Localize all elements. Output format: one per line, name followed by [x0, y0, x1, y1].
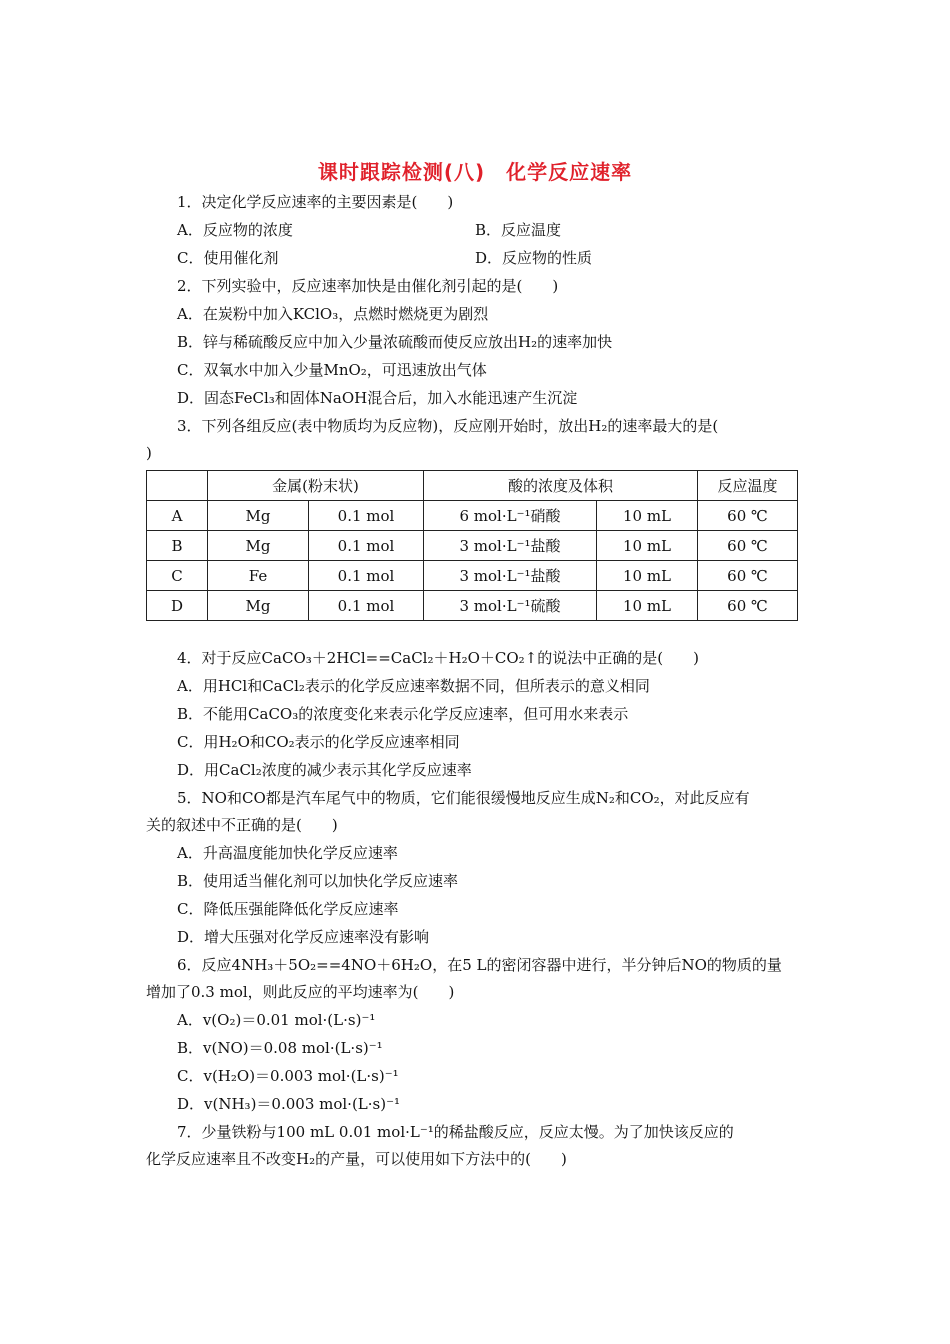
question-6-stem: 6．反应4NH₃＋5O₂==4NO＋6H₂O，在5 L的密闭容器中进行，半分钟后NO的物质的量 — [177, 956, 782, 974]
page-title: 课时跟踪检测(八) 化学反应速率 — [317, 160, 633, 184]
question-4-stem: 4．对于反应CaCO₃＋2HCl==CaCl₂＋H₂O＋CO₂↑的说法中正确的是( ) — [177, 649, 699, 667]
table-cell: Mg — [208, 531, 309, 561]
table-cell: 60 ℃ — [698, 501, 798, 531]
question-1-stem: 1．决定化学反应速率的主要因素是( ) — [177, 193, 454, 211]
question-3-stem-continued: ) — [146, 444, 152, 462]
table-row — [147, 531, 798, 561]
table-header-metal: 金属(粉末状) — [208, 471, 424, 501]
table-cell: 10 mL — [597, 591, 698, 621]
question-7-stem-continued: 化学反应速率且不改变H₂的产量，可以使用如下方法中的( ) — [146, 1150, 567, 1168]
question-4-option-c: C．用H₂O和CO₂表示的化学反应速率相同 — [177, 733, 460, 751]
question-1-option-a: A．反应物的浓度 — [177, 221, 293, 239]
table-cell: 0.1 mol — [309, 531, 424, 561]
table-cell: 60 ℃ — [698, 561, 798, 591]
question-5-option-a: A．升高温度能加快化学反应速率 — [177, 844, 398, 862]
table-cell: B — [147, 531, 208, 561]
table-cell: 3 mol·L⁻¹盐酸 — [424, 561, 597, 591]
table-cell: A — [147, 501, 208, 531]
question-6-option-b: B．v(NO)＝0.08 mol·(L·s)⁻¹ — [177, 1039, 383, 1057]
question-1-option-d: D．反应物的性质 — [475, 249, 593, 267]
table-cell: 10 mL — [597, 561, 698, 591]
question-2-option-a: A．在炭粉中加入KClO₃，点燃时燃烧更为剧烈 — [177, 305, 489, 323]
reaction-table — [146, 470, 798, 621]
table-row — [147, 561, 798, 591]
question-2-option-d: D．固态FeCl₃和固体NaOH混合后，加入水能迅速产生沉淀 — [177, 389, 578, 407]
question-6-option-a: A．v(O₂)＝0.01 mol·(L·s)⁻¹ — [177, 1011, 376, 1029]
table-cell: 0.1 mol — [309, 501, 424, 531]
question-4-option-a: A．用HCl和CaCl₂表示的化学反应速率数据不同，但所表示的意义相同 — [177, 677, 650, 695]
question-5-stem: 5．NO和CO都是汽车尾气中的物质，它们能很缓慢地反应生成N₂和CO₂，对此反应有 — [177, 789, 750, 807]
table-cell: 10 mL — [597, 531, 698, 561]
table-row — [147, 501, 798, 531]
table-header-temperature: 反应温度 — [698, 471, 798, 501]
question-6-option-d: D．v(NH₃)＝0.003 mol·(L·s)⁻¹ — [177, 1095, 401, 1113]
question-1-option-b: B．反应温度 — [475, 221, 562, 239]
table-cell: 3 mol·L⁻¹盐酸 — [424, 531, 597, 561]
table-cell: C — [147, 561, 208, 591]
table-cell: Mg — [208, 501, 309, 531]
table-cell: D — [147, 591, 208, 621]
question-5-option-b: B．使用适当催化剂可以加快化学反应速率 — [177, 872, 459, 890]
question-2-option-b: B．锌与稀硫酸反应中加入少量浓硫酸而使反应放出H₂的速率加快 — [177, 333, 613, 351]
question-2-stem: 2．下列实验中，反应速率加快是由催化剂引起的是( ) — [177, 277, 559, 295]
table-cell: 60 ℃ — [698, 591, 798, 621]
question-5-stem-continued: 关的叙述中不正确的是( ) — [146, 816, 338, 834]
table-cell: 6 mol·L⁻¹硝酸 — [424, 501, 597, 531]
table-cell: 0.1 mol — [309, 591, 424, 621]
table-header-acid: 酸的浓度及体积 — [424, 471, 698, 501]
table-row — [147, 591, 798, 621]
table-cell: 60 ℃ — [698, 531, 798, 561]
question-1-option-c: C．使用催化剂 — [177, 249, 279, 267]
table-cell: Mg — [208, 591, 309, 621]
question-4-option-d: D．用CaCl₂浓度的减少表示其化学反应速率 — [177, 761, 472, 779]
table-cell: Fe — [208, 561, 309, 591]
question-2-option-c: C．双氧水中加入少量MnO₂，可迅速放出气体 — [177, 361, 487, 379]
table-cell: 10 mL — [597, 501, 698, 531]
table-cell: 0.1 mol — [309, 561, 424, 591]
question-4-option-b: B．不能用CaCO₃的浓度变化来表示化学反应速率，但可用水来表示 — [177, 705, 629, 723]
question-6-option-c: C．v(H₂O)＝0.003 mol·(L·s)⁻¹ — [177, 1067, 399, 1085]
table-cell: 3 mol·L⁻¹硫酸 — [424, 591, 597, 621]
table-header-row — [147, 471, 798, 501]
question-7-stem: 7．少量铁粉与100 mL 0.01 mol·L⁻¹的稀盐酸反应，反应太慢。为了加快该反应的 — [177, 1123, 734, 1141]
question-6-stem-continued: 增加了0.3 mol，则此反应的平均速率为( ) — [146, 983, 455, 1001]
table-header-empty — [147, 471, 208, 501]
question-5-option-c: C．降低压强能降低化学反应速率 — [177, 900, 399, 918]
question-5-option-d: D．增大压强对化学反应速率没有影响 — [177, 928, 430, 946]
question-3-stem: 3．下列各组反应(表中物质均为反应物)，反应刚开始时，放出H₂的速率最大的是( — [177, 417, 719, 435]
